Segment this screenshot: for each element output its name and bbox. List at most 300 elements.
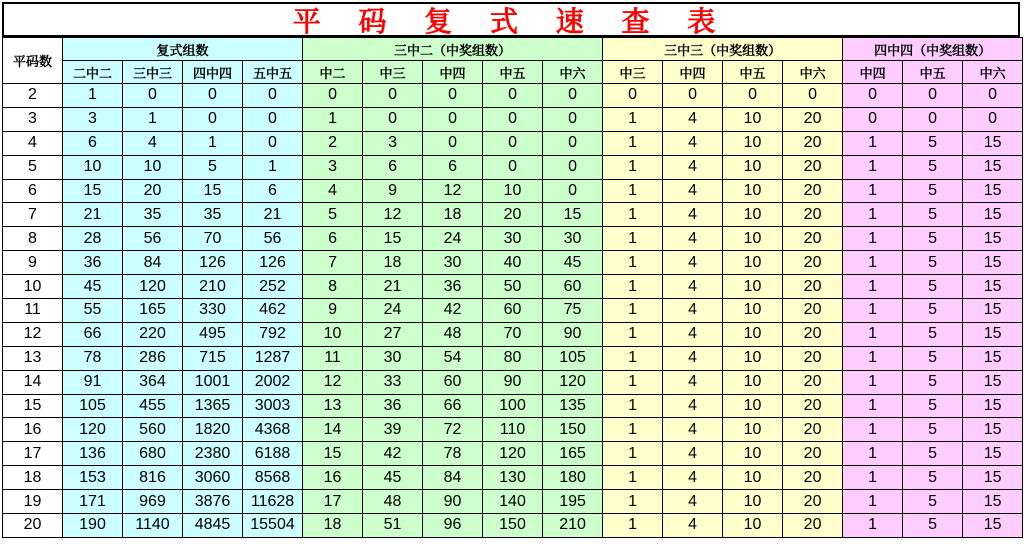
table-cell: 150 (483, 514, 543, 538)
table-cell: 1 (603, 442, 663, 466)
table-cell: 96 (423, 514, 483, 538)
table-cell: 0 (963, 84, 1023, 108)
header-sub: 中二 (303, 61, 363, 84)
row-number-cell: 3 (3, 107, 63, 131)
header-sub-row (3, 61, 1023, 84)
table-cell: 3060 (183, 466, 243, 490)
table-cell: 0 (483, 155, 543, 179)
table-cell: 150 (543, 418, 603, 442)
row-number-cell: 11 (3, 299, 63, 323)
table-cell: 15 (963, 394, 1023, 418)
table-cell: 7 (303, 251, 363, 275)
table-row (3, 442, 1023, 466)
header-sub: 中六 (783, 61, 843, 84)
header-sub: 五中五 (243, 61, 303, 84)
table-cell: 42 (363, 442, 423, 466)
table-cell: 286 (123, 346, 183, 370)
header-sub: 中四 (843, 61, 903, 84)
table-cell: 4368 (243, 418, 303, 442)
table-cell: 4 (663, 466, 723, 490)
table-cell: 48 (363, 490, 423, 514)
table-cell: 10 (723, 155, 783, 179)
table-cell: 5 (183, 155, 243, 179)
table-cell: 1 (843, 418, 903, 442)
table-cell: 1287 (243, 346, 303, 370)
table-cell: 715 (183, 346, 243, 370)
table-cell: 45 (63, 275, 123, 299)
table-cell: 0 (243, 107, 303, 131)
table-cell: 560 (123, 418, 183, 442)
table-cell: 10 (723, 442, 783, 466)
header-group-3of2: 三中二（中奖组数） (303, 38, 603, 61)
table-cell: 1 (603, 490, 663, 514)
table-cell: 105 (63, 394, 123, 418)
table-cell: 1 (843, 514, 903, 538)
table-cell: 1 (603, 346, 663, 370)
header-group-row (3, 38, 1023, 61)
table-cell: 136 (63, 442, 123, 466)
table-cell: 5 (903, 442, 963, 466)
table-cell: 48 (423, 322, 483, 346)
table-cell: 4 (663, 107, 723, 131)
table-cell: 0 (123, 84, 183, 108)
table-cell: 0 (423, 131, 483, 155)
table-cell: 36 (63, 251, 123, 275)
table-cell: 15 (963, 275, 1023, 299)
table-cell: 792 (243, 322, 303, 346)
lookup-table (2, 37, 1023, 538)
table-cell: 20 (783, 299, 843, 323)
table-cell: 75 (543, 299, 603, 323)
table-cell: 10 (303, 322, 363, 346)
table-cell: 20 (783, 227, 843, 251)
table-cell: 60 (423, 370, 483, 394)
table-cell: 5 (903, 514, 963, 538)
header-sub: 中五 (483, 61, 543, 84)
table-cell: 1 (603, 251, 663, 275)
table-cell: 10 (723, 322, 783, 346)
table-cell: 5 (903, 466, 963, 490)
row-number-cell: 9 (3, 251, 63, 275)
table-cell: 20 (783, 107, 843, 131)
table-cell: 5 (903, 394, 963, 418)
table-cell: 15 (363, 227, 423, 251)
table-cell: 0 (483, 107, 543, 131)
table-cell: 10 (723, 227, 783, 251)
table-cell: 1 (843, 131, 903, 155)
table-row (3, 322, 1023, 346)
header-sub: 中三 (363, 61, 423, 84)
row-number-cell: 12 (3, 322, 63, 346)
table-cell: 130 (483, 466, 543, 490)
table-cell: 21 (363, 275, 423, 299)
table-cell: 10 (723, 418, 783, 442)
row-number-cell: 10 (3, 275, 63, 299)
table-cell: 1 (843, 346, 903, 370)
table-cell: 5 (903, 418, 963, 442)
table-cell: 20 (783, 466, 843, 490)
table-cell: 40 (483, 251, 543, 275)
table-cell: 4 (663, 227, 723, 251)
table-cell: 1 (603, 370, 663, 394)
table-cell: 120 (483, 442, 543, 466)
table-cell: 10 (723, 299, 783, 323)
table-cell: 9 (363, 179, 423, 203)
table-cell: 2380 (183, 442, 243, 466)
table-cell: 1 (603, 394, 663, 418)
table-cell: 4 (663, 514, 723, 538)
table-cell: 60 (483, 299, 543, 323)
table-cell: 0 (903, 84, 963, 108)
table-cell: 6 (303, 227, 363, 251)
table-cell: 105 (543, 346, 603, 370)
table-cell: 4 (663, 442, 723, 466)
table-cell: 0 (543, 107, 603, 131)
table-cell: 1 (603, 466, 663, 490)
table-cell: 33 (363, 370, 423, 394)
table-cell: 9 (303, 299, 363, 323)
table-cell: 0 (243, 131, 303, 155)
table-cell: 126 (183, 251, 243, 275)
table-cell: 153 (63, 466, 123, 490)
table-cell: 364 (123, 370, 183, 394)
table-cell: 1 (843, 370, 903, 394)
table-row (3, 179, 1023, 203)
table-cell: 1 (603, 203, 663, 227)
table-cell: 15 (963, 418, 1023, 442)
table-cell: 21 (243, 203, 303, 227)
table-cell: 1 (843, 394, 903, 418)
table-cell: 120 (543, 370, 603, 394)
table-cell: 126 (243, 251, 303, 275)
table-cell: 0 (543, 84, 603, 108)
header-sub: 中四 (423, 61, 483, 84)
table-cell: 56 (123, 227, 183, 251)
table-cell: 210 (183, 275, 243, 299)
table-cell: 20 (783, 275, 843, 299)
table-cell: 190 (63, 514, 123, 538)
header-sub: 中六 (963, 61, 1023, 84)
table-cell: 4 (663, 299, 723, 323)
table-cell: 5 (903, 322, 963, 346)
table-cell: 15 (963, 131, 1023, 155)
table-cell: 15 (963, 179, 1023, 203)
table-cell: 20 (783, 155, 843, 179)
table-cell: 4 (663, 251, 723, 275)
table-cell: 4 (663, 370, 723, 394)
table-cell: 171 (63, 490, 123, 514)
table-cell: 51 (363, 514, 423, 538)
table-cell: 18 (363, 251, 423, 275)
table-cell: 1 (843, 203, 903, 227)
table-cell: 11628 (243, 490, 303, 514)
table-row (3, 251, 1023, 275)
table-cell: 2002 (243, 370, 303, 394)
table-cell: 8 (303, 275, 363, 299)
table-cell: 5 (903, 179, 963, 203)
table-cell: 8568 (243, 466, 303, 490)
table-cell: 15 (963, 466, 1023, 490)
table-cell: 1 (603, 299, 663, 323)
table-cell: 210 (543, 514, 603, 538)
table-cell: 0 (843, 107, 903, 131)
table-cell: 1 (843, 227, 903, 251)
table-row (3, 346, 1023, 370)
table-cell: 54 (423, 346, 483, 370)
table-cell: 10 (723, 514, 783, 538)
header-sub: 二中二 (63, 61, 123, 84)
table-cell: 10 (723, 179, 783, 203)
table-cell: 20 (783, 418, 843, 442)
table-cell: 0 (423, 107, 483, 131)
row-number-cell: 5 (3, 155, 63, 179)
table-cell: 6 (423, 155, 483, 179)
table-cell: 1 (243, 155, 303, 179)
table-cell: 30 (423, 251, 483, 275)
table-cell: 15 (963, 370, 1023, 394)
table-cell: 5 (903, 490, 963, 514)
row-number-cell: 2 (3, 84, 63, 108)
table-cell: 66 (63, 322, 123, 346)
table-cell: 39 (363, 418, 423, 442)
table-cell: 5 (903, 251, 963, 275)
table-cell: 6188 (243, 442, 303, 466)
header-sub: 中五 (723, 61, 783, 84)
row-number-cell: 7 (3, 203, 63, 227)
table-row (3, 370, 1023, 394)
table-cell: 1 (843, 466, 903, 490)
table-row (3, 514, 1023, 538)
table-cell: 24 (363, 299, 423, 323)
row-number-cell: 4 (3, 131, 63, 155)
table-cell: 15 (963, 514, 1023, 538)
table-cell: 3876 (183, 490, 243, 514)
table-cell: 35 (123, 203, 183, 227)
table-cell: 55 (63, 299, 123, 323)
table-cell: 180 (543, 466, 603, 490)
table-cell: 0 (543, 179, 603, 203)
table-cell: 15 (963, 203, 1023, 227)
table-cell: 0 (843, 84, 903, 108)
table-cell: 15 (963, 346, 1023, 370)
table-cell: 1 (843, 275, 903, 299)
header-sub: 中五 (903, 61, 963, 84)
table-cell: 140 (483, 490, 543, 514)
table-cell: 1 (603, 179, 663, 203)
table-cell: 28 (63, 227, 123, 251)
header-group-compound: 复式组数 (63, 38, 303, 61)
table-cell: 120 (123, 275, 183, 299)
table-cell: 36 (363, 394, 423, 418)
table-cell: 1 (123, 107, 183, 131)
header-group-4of4: 四中四（中奖组数） (843, 38, 1023, 61)
table-cell: 15 (963, 442, 1023, 466)
table-cell: 1 (843, 155, 903, 179)
table-row (3, 275, 1023, 299)
table-cell: 6 (63, 131, 123, 155)
table-cell: 20 (123, 179, 183, 203)
row-number-cell: 19 (3, 490, 63, 514)
table-cell: 0 (423, 84, 483, 108)
table-cell: 5 (903, 346, 963, 370)
table-cell: 3 (363, 131, 423, 155)
table-cell: 1 (843, 251, 903, 275)
page-title: 平 码 复 式 速 查 表 (2, 2, 1020, 37)
table-cell: 30 (363, 346, 423, 370)
table-cell: 20 (783, 490, 843, 514)
table-cell: 4 (123, 131, 183, 155)
table-cell: 4845 (183, 514, 243, 538)
table-cell: 35 (183, 203, 243, 227)
table-cell: 2 (303, 131, 363, 155)
table-cell: 969 (123, 490, 183, 514)
table-cell: 10 (723, 370, 783, 394)
table-cell: 16 (303, 466, 363, 490)
table-cell: 10 (483, 179, 543, 203)
table-row (3, 490, 1023, 514)
table-cell: 680 (123, 442, 183, 466)
table-cell: 5 (903, 203, 963, 227)
table-row (3, 155, 1023, 179)
table-cell: 78 (423, 442, 483, 466)
table-cell: 455 (123, 394, 183, 418)
table-cell: 120 (63, 418, 123, 442)
table-row (3, 227, 1023, 251)
table-cell: 18 (303, 514, 363, 538)
table-cell: 1 (843, 299, 903, 323)
table-cell: 90 (483, 370, 543, 394)
table-cell: 15 (183, 179, 243, 203)
table-cell: 4 (663, 346, 723, 370)
table-cell: 20 (783, 131, 843, 155)
table-body (3, 84, 1023, 538)
table-cell: 42 (423, 299, 483, 323)
table-cell: 3 (63, 107, 123, 131)
table-cell: 13 (303, 394, 363, 418)
table-cell: 252 (243, 275, 303, 299)
table-cell: 21 (63, 203, 123, 227)
table-cell: 6 (243, 179, 303, 203)
table-cell: 1 (603, 155, 663, 179)
table-cell: 1 (843, 322, 903, 346)
table-cell: 1 (183, 131, 243, 155)
table-cell: 1 (843, 490, 903, 514)
table-cell: 5 (903, 370, 963, 394)
table-cell: 816 (123, 466, 183, 490)
table-cell: 12 (303, 370, 363, 394)
table-cell: 15 (543, 203, 603, 227)
table-cell: 20 (483, 203, 543, 227)
table-cell: 66 (423, 394, 483, 418)
table-cell: 60 (543, 275, 603, 299)
table-cell: 10 (723, 131, 783, 155)
table-cell: 1365 (183, 394, 243, 418)
header-sub: 中三 (603, 61, 663, 84)
row-number-cell: 13 (3, 346, 63, 370)
table-cell: 84 (423, 466, 483, 490)
table-cell: 4 (663, 418, 723, 442)
table-cell: 20 (783, 370, 843, 394)
table-cell: 1 (843, 442, 903, 466)
row-number-cell: 20 (3, 514, 63, 538)
table-cell: 15504 (243, 514, 303, 538)
table-cell: 0 (543, 131, 603, 155)
table-cell: 5 (303, 203, 363, 227)
row-number-cell: 8 (3, 227, 63, 251)
table-row (3, 466, 1023, 490)
table-cell: 10 (723, 251, 783, 275)
table-cell: 0 (303, 84, 363, 108)
table-cell: 4 (663, 275, 723, 299)
table-cell: 70 (183, 227, 243, 251)
table-cell: 0 (723, 84, 783, 108)
table-cell: 0 (663, 84, 723, 108)
table-cell: 1140 (123, 514, 183, 538)
header-sub: 四中四 (183, 61, 243, 84)
table-cell: 1 (603, 322, 663, 346)
table-cell: 27 (363, 322, 423, 346)
table-row (3, 203, 1023, 227)
table-cell: 10 (723, 275, 783, 299)
table-cell: 0 (363, 107, 423, 131)
table-cell: 20 (783, 203, 843, 227)
table-cell: 1 (603, 418, 663, 442)
table-cell: 20 (783, 346, 843, 370)
table-cell: 4 (303, 179, 363, 203)
table-cell: 4 (663, 203, 723, 227)
table-cell: 3 (303, 155, 363, 179)
table-row (3, 131, 1023, 155)
row-number-cell: 6 (3, 179, 63, 203)
table-cell: 18 (423, 203, 483, 227)
table-cell: 135 (543, 394, 603, 418)
table-cell: 11 (303, 346, 363, 370)
table-cell: 15 (963, 227, 1023, 251)
table-cell: 20 (783, 442, 843, 466)
table-cell: 24 (423, 227, 483, 251)
table-cell: 90 (423, 490, 483, 514)
table-cell: 10 (723, 203, 783, 227)
table-cell: 0 (483, 84, 543, 108)
table-cell: 17 (303, 490, 363, 514)
table-cell: 15 (963, 155, 1023, 179)
table-cell: 5 (903, 299, 963, 323)
header-sub: 中四 (663, 61, 723, 84)
table-cell: 84 (123, 251, 183, 275)
table-cell: 0 (783, 84, 843, 108)
table-cell: 0 (963, 107, 1023, 131)
table-cell: 5 (903, 227, 963, 251)
row-number-cell: 16 (3, 418, 63, 442)
row-number-cell: 14 (3, 370, 63, 394)
table-cell: 10 (723, 107, 783, 131)
table-cell: 1 (603, 107, 663, 131)
table-cell: 15 (963, 299, 1023, 323)
table-cell: 0 (543, 155, 603, 179)
table-row (3, 107, 1023, 131)
table-cell: 165 (123, 299, 183, 323)
table-cell: 80 (483, 346, 543, 370)
header-sub: 中六 (543, 61, 603, 84)
header-first: 平码数 (3, 38, 63, 84)
table-row (3, 418, 1023, 442)
table-cell: 12 (363, 203, 423, 227)
table-cell: 4 (663, 179, 723, 203)
row-number-cell: 17 (3, 442, 63, 466)
table-cell: 100 (483, 394, 543, 418)
table-cell: 10 (723, 466, 783, 490)
table-cell: 0 (903, 107, 963, 131)
